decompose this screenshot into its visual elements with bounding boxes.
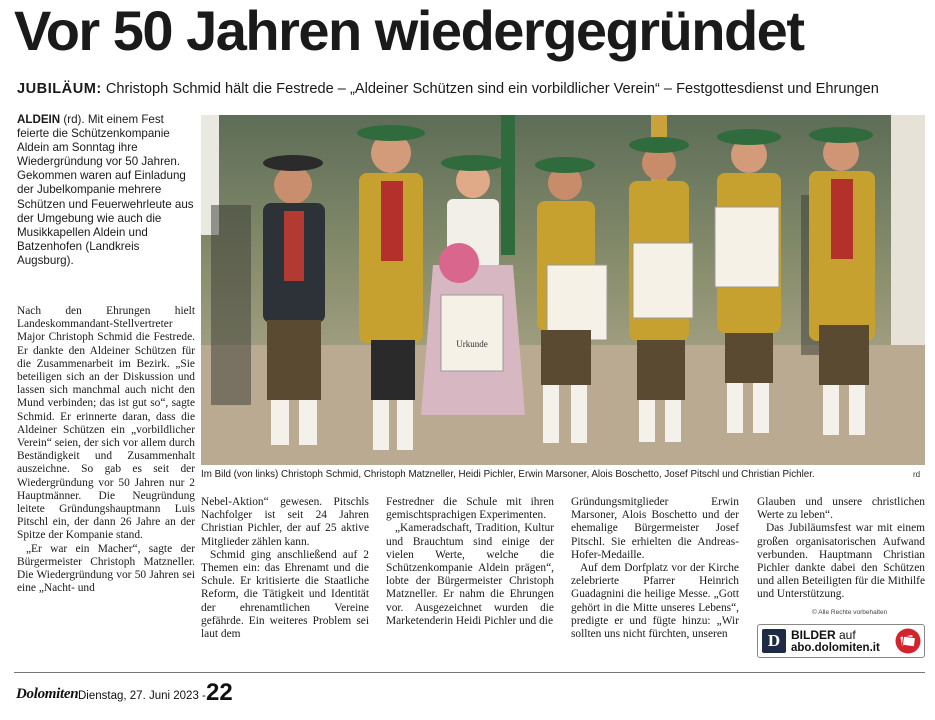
dateline-place: ALDEIN <box>17 113 61 126</box>
lede-text: (rd). Mit einem Fest feierte die Schützenkompanie Aldein am Sonntag ihre Wiedergründung vor 50 Jahren. Gekommen waren auf Einladung der Jubelkompanie mehrere Schützen und Feuerwehrleute aus der Umgebung wie auch die Musikkapellen Aldein und Batzenhofen (Landkreis Augsburg). <box>17 113 194 267</box>
lede-paragraph <box>17 113 195 268</box>
article-column-1 <box>17 305 195 595</box>
group-photo <box>201 115 925 465</box>
headline: Vor 50 Jahren wiedergegründet <box>14 0 804 62</box>
photo-caption: Im Bild (von links) Christoph Schmid, Christoph Matzneller, Heidi Pichler, Erwin Marsoner, Alois Boschetto, Josef Pitschl und Christian Pichler. <box>201 469 815 480</box>
footer-date: Dienstag, 27. Juni 2023 - <box>78 690 206 702</box>
rights-notice: © Alle Rechte vorbehalten <box>812 609 888 616</box>
dolomiten-d-logo: D <box>762 629 786 653</box>
article-column-2 <box>201 496 369 641</box>
certificate-label: Urkunde <box>456 339 488 349</box>
dolomiten-logo: Dolomiten <box>16 686 79 702</box>
photo-gallery-icon <box>895 628 921 654</box>
paragraph: Nach den Ehrungen hielt Landeskommandant-Stellvertreter Major Christoph Schmid die Festrede. Er dankte den Aldeiner Schützen für die Zusammenarbeit im Bezirk. „Sie beteiligen sich an der Diskussion und lassen sich manchmal auch nicht den Mund verbinden; das ist gut so“, sagte Schmid. Er erinnerte daran, dass die Aldeiner Schützen ein „vorbildlicher Verein“ seien, der sich vor allem durch Beständigkeit und Zusammenhalt auszeichne. So gab es seit der Wiedergründung vor 50 Jahren nur 2 Hauptmänner. Die Neugründung leitete Gründungshauptmann Luis Pitschl ein, der dann 26 Jahre an der Spitze der Kompanie stand. <box>17 305 195 542</box>
article-column-3 <box>386 496 554 628</box>
subheadline-text: Christoph Schmid hält die Festrede – „Aldeiner Schützen sind ein vorbildlicher Verein“ – Festgottesdienst und Ehrungen <box>101 81 879 97</box>
paragraph: Schmid ging anschließend auf 2 Themen ein: das Ehrenamt und die Schule. Er kritisierte die Staatliche Reform, die Tätigkeit und Identität der ehrenamtlichen Vereine gefährde. Ein weiteres Problem sei laut dem <box>201 548 369 641</box>
promo-link[interactable]: abo.dolomiten.it <box>791 642 880 654</box>
promo-line-1: BILDER auf <box>791 628 856 642</box>
footer-rule <box>14 672 925 673</box>
paragraph: „Kameradschaft, Tradition, Kultur und Brauchtum sind einige der vielen Werte, welche die Schützenkompanie Aldein prägen“, lobte der Bürgermeister Christoph Matzneller. Er nahm die Ehrungen vor. Ausgezeichnet wurden die Marketenderin Heidi Pichler und die <box>386 522 554 627</box>
paragraph: Glauben und unsere christlichen Werte zu leben“. <box>757 496 925 522</box>
article-column-5 <box>757 496 925 602</box>
paragraph: Auf dem Dorfplatz vor der Kirche zelebrierte Pfarrer Heinrich Guadagnini die heilige Messe. „Gott gehört in die Mitte unseres Lebens“, predigte er und fügte hinzu: „Wir sollten uns nicht fürchten, unseren <box>571 562 739 641</box>
paragraph: Das Jubiläumsfest war mit einem großen organisatorischen Aufwand verbunden. Hauptmann Christian Pichler dankte dabei den Schützen und allen Beteiligten für die Mithilfe und Unterstützung. <box>757 522 925 601</box>
paragraph: Festredner die Schule mit ihren gemischtsprachigen Experimenten. <box>386 496 554 522</box>
photo-credit: rd <box>913 470 921 479</box>
photo-gallery-promo[interactable] <box>757 624 925 658</box>
paragraph: „Er war ein Macher“, sagte der Bürgermeister Christoph Matzneller. Die Wiedergründung vor 50 Jahren sei eine „Nacht- und <box>17 542 195 595</box>
paragraph: Nebel-Aktion“ gewesen. Pitschls Nachfolger ist seit 24 Jahren Christian Pichler, der auf 25 aktive Mitglieder zählen kann. <box>201 496 369 548</box>
subheadline <box>17 81 879 97</box>
group-photo-illustration <box>201 115 925 465</box>
subheadline-kicker: JUBILÄUM: <box>17 81 102 97</box>
article-column-4 <box>571 496 739 641</box>
page-number: 22 <box>206 679 233 706</box>
paragraph: Gründungsmitglieder Erwin Marsoner, Alois Boschetto und der ehemalige Bürgermeister Josef Pitschl. Sie erhielten die Andreas-Hofer-Medaille. <box>571 496 739 561</box>
